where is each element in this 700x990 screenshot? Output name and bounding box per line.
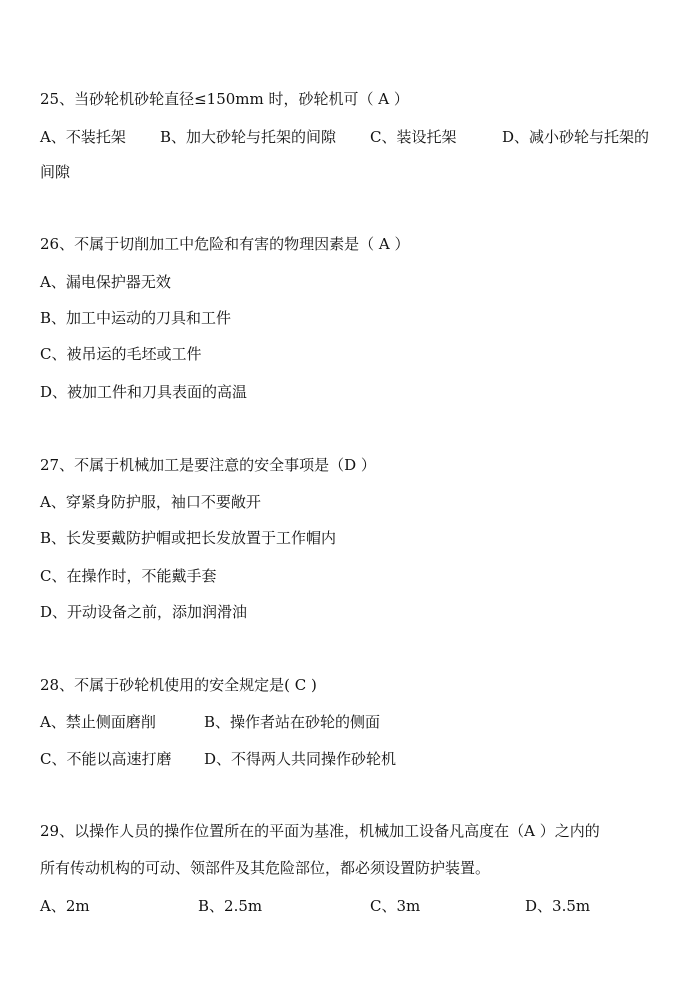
question-29-option-d: D、3.5m [525,897,591,915]
question-26-option-c: C、被吊运的毛坯或工件 [40,345,202,363]
question-29-stem-line-1: 29、以操作人员的操作位置所在的平面为基准，机械加工设备凡高度在（A ）之内的 [40,822,600,840]
question-26-option-d: D、被加工件和刀具表面的高温 [40,383,248,401]
question-25-continuation: 间隙 [40,163,71,181]
question-26-option-b: B、加工中运动的刀具和工件 [40,309,232,327]
question-25-stem: 25、当砂轮机砂轮直径≤150mm 时，砂轮机可（ A ） [40,90,409,108]
question-25-option-a: A、不装托架 [40,128,126,146]
question-28-option-d: D、不得两人共同操作砂轮机 [204,750,397,768]
question-28-option-c: C、不能以高速打磨 [40,750,172,768]
question-27-option-a: A、穿紧身防护服，袖口不要敞开 [40,493,261,511]
question-25-option-b: B、加大砂轮与托架的间隙 [160,128,337,146]
question-29-stem-line-2: 所有传动机构的可动、领部件及其危险部位，都必须设置防护装置。 [40,859,491,877]
question-28-stem: 28、不属于砂轮机使用的安全规定是( C ) [40,676,317,694]
question-26-option-a: A、漏电保护器无效 [40,273,171,291]
question-29-option-b: B、2.5m [198,897,263,915]
question-26-stem: 26、不属于切削加工中危险和有害的物理因素是（ A ） [40,235,410,253]
question-27-option-c: C、在操作时，不能戴手套 [40,567,217,585]
question-29-option-a: A、2m [40,897,90,915]
question-27-option-b: B、长发要戴防护帽或把长发放置于工作帽内 [40,529,337,547]
question-27-option-d: D、开动设备之前，添加润滑油 [40,603,248,621]
question-28-option-b: B、操作者站在砂轮的侧面 [204,713,381,731]
question-29-option-c: C、3m [370,897,421,915]
question-27-stem: 27、不属于机械加工是要注意的安全事项是（D ） [40,456,376,474]
question-28-option-a: A、禁止侧面磨削 [40,713,156,731]
question-25-option-c: C、装设托架 [370,128,457,146]
question-25-option-d: D、减小砂轮与托架的 [502,128,650,146]
